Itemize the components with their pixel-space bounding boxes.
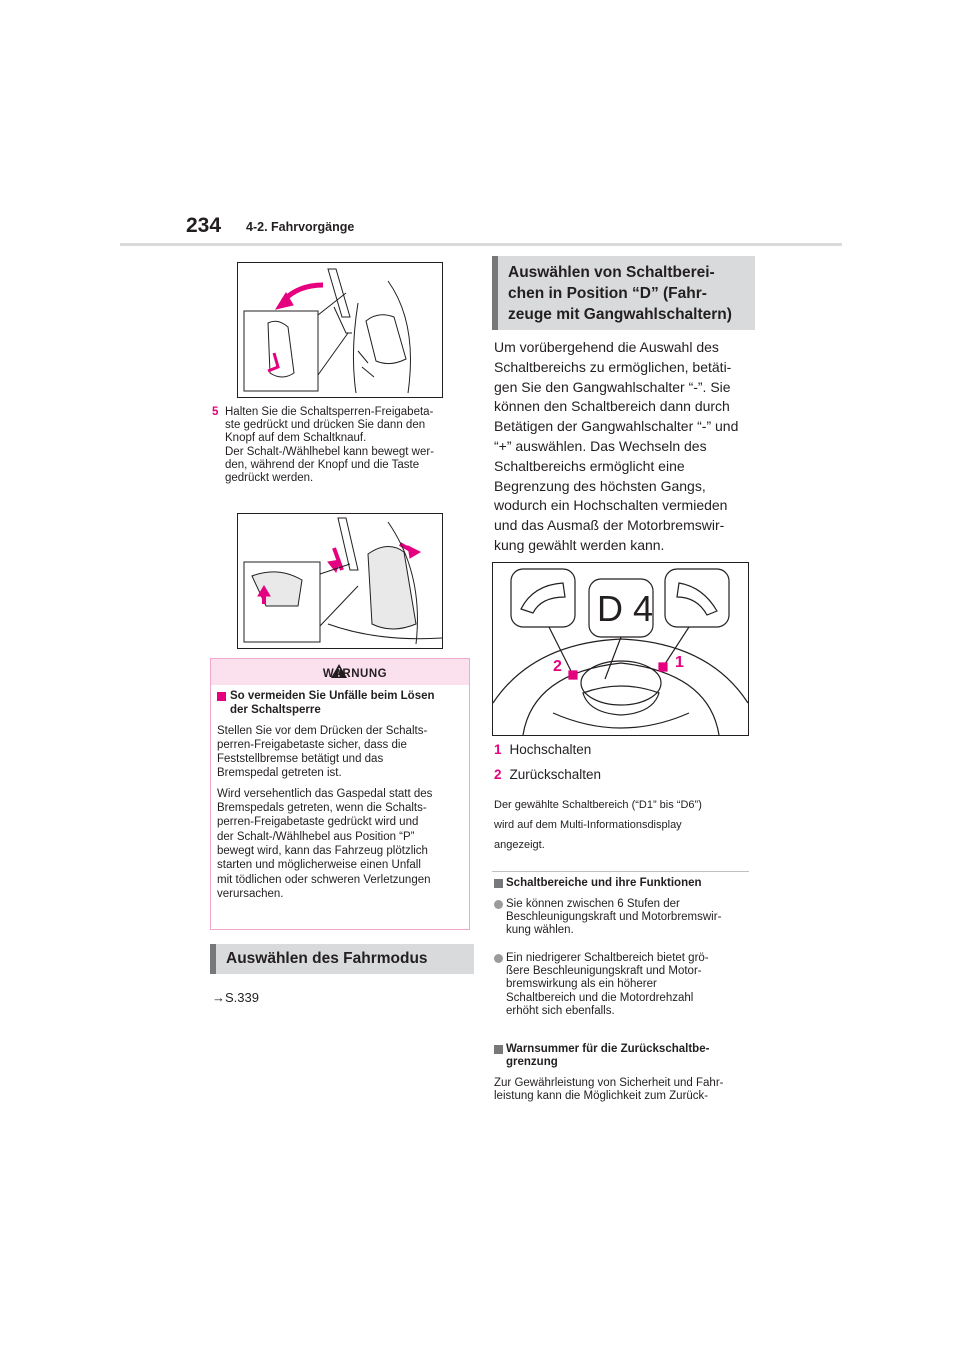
warning-header [211,659,469,685]
display-note: Der gewählte Schaltbereich (“D1” bis “D6”) wird auf dem Multi-Informationsdisplay angezeigt. [494,799,702,851]
legend-downshift: 2 Zurückschalten [494,767,602,782]
square-bullet-icon [494,879,503,888]
step-text-line: Halten Sie die Schaltsperren-Freigabeta- [225,406,434,418]
schaltbereich-paragraph: Um vorübergehend die Auswahl des Schaltbereichs zu ermöglichen, betäti- gen Sie den Gangwahlschalter “-”. Sie können den Schaltbereich dann durch Betätigen der Gangwahlschalter “-” und “+” auswählen. Das Wechseln des Schaltbereichs ermöglicht eine Begrenzung des höchsten Gangs, wodurch ein Hochschalten vermieden und das Ausmaß der Motorbremswir- kung gewählt werden kann. [494,339,739,553]
step-text-line: ste gedrückt und drücken Sie dann den [225,419,426,432]
round-bullet-icon [494,954,503,963]
fahrmodus-heading [210,944,474,974]
warning-paragraph: Stellen Sie vor dem Drücken der Schalts- perren-Freigabetaste sicher, dass die Feststellbremse betätigt und das Bremspedal getreten ist. [217,724,428,780]
divider [492,871,749,872]
info-bullet-1: Sie können zwischen 6 Stufen der Beschleunigungskraft und Motorbremswir- kung wählen. [494,898,756,938]
warning-subheading-line: So vermeiden Sie Unfälle beim Lösen [230,690,435,702]
page-number: 234 [186,214,222,237]
step-text-line: Knopf auf dem Schaltknauf. [225,432,367,445]
paddle-label-1: 1 [675,654,684,671]
warning-subheading [217,689,463,718]
info-heading-2: Warnsummer für die Zurückschaltbe- grenzung [494,1043,756,1069]
section-title: 4-2. Fahrvorgänge [246,220,355,234]
round-bullet-icon [494,900,503,909]
step-number: 5 [212,406,219,418]
square-bullet-icon [494,1045,503,1054]
warning-subheading-line: der Schaltsperre [230,704,321,717]
shift-lock-release-figure [237,262,443,398]
heading-line: zeuge mit Gangwahlschaltern) [508,306,732,323]
info-paragraph: Zur Gewährleistung von Sicherheit und Fahr- leistung kann die Möglichkeit zum Zurück- [494,1077,724,1103]
step-5 [212,406,472,485]
info-heading-1: Schaltbereiche und ihre Funktionen [494,877,756,890]
fahrmodus-heading-text: Auswählen des Fahrmodus [226,950,428,967]
square-bullet-icon [217,692,226,701]
page-reference-link[interactable]: →S.339 [212,990,259,1005]
step-text-line: Der Schalt-/Wählhebel kann bewegt wer- [225,445,435,458]
paddle-label-2: 2 [553,658,562,675]
warning-box [210,658,470,930]
heading-line: chen in Position “D” (Fahr- [508,285,707,302]
warning-title: WARNUNG [322,668,388,680]
legend-upshift: 1 Hochschalten [494,742,592,757]
warning-paragraph: Wird versehentlich das Gaspedal statt des Bremspedals getreten, wenn die Schalts- perren-Freigabetaste gedrückt wird und der Schalt-/Wählhebel aus Position “P” bewegt wird, kann das Fahrzeug plötzlich starten und möglicherweise einen Unfall mit tödlichen oder schweren Verletzungen verursachen. [217,787,433,900]
header-rule [120,243,842,246]
step-text-line: den, während der Knopf und die Taste [225,458,420,471]
schaltbereich-heading [492,256,755,330]
step-text-line: gedrückt werden. [225,472,314,485]
heading-line: Auswählen von Schaltberei- [508,264,715,281]
gear-paddle-figure [492,562,749,736]
info-bullet-2: Ein niedrigerer Schaltbereich bietet grö- ßere Beschleunigungskraft und Motor- bremswirkung als ein höherer Schaltbereich und die Motordrehzahl erhöht sich ebenfalls. [494,952,756,1018]
display-readout: D 4 [597,588,654,629]
shift-knob-figure [237,513,443,649]
